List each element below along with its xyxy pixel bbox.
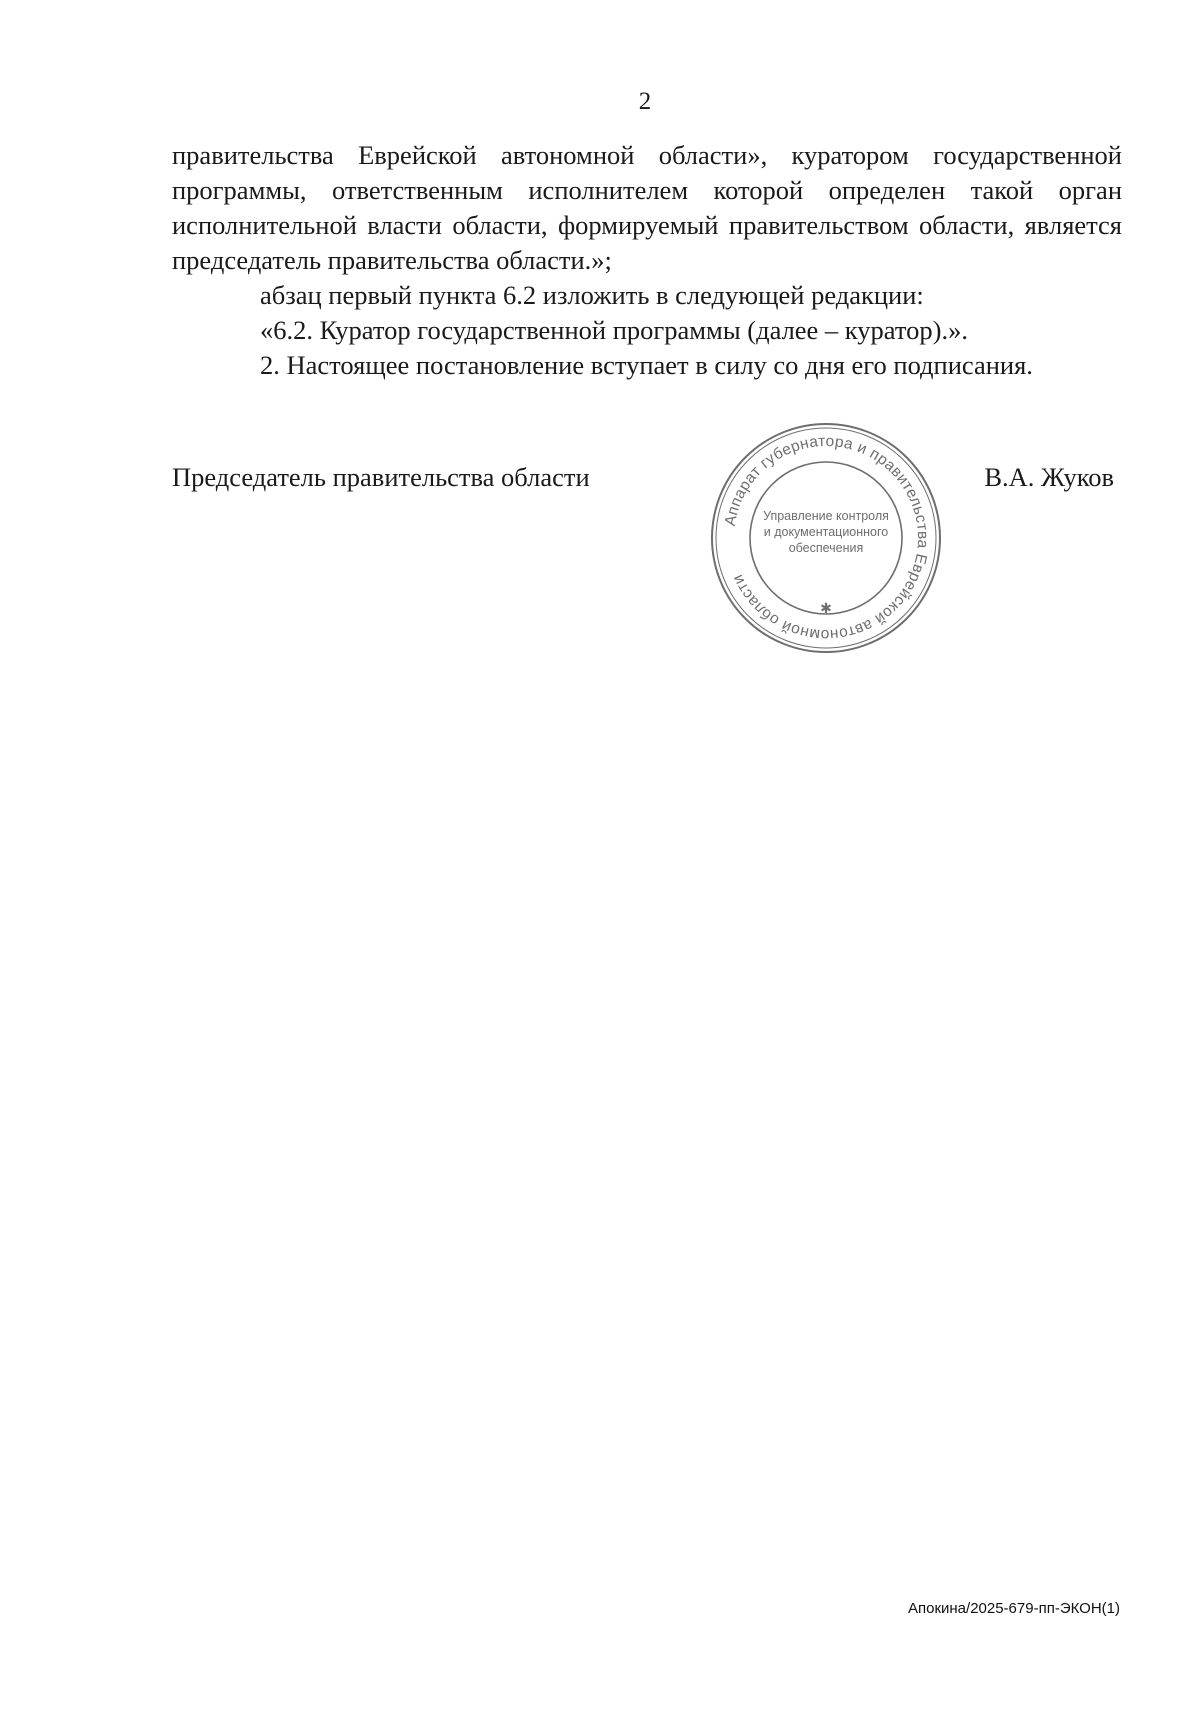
seal-star-icon: ✱	[820, 602, 832, 617]
signer-position: Председатель правительства области	[172, 462, 590, 492]
paragraph-effective-date: 2. Настоящее постановление вступает в силу со дня его подписания.	[260, 350, 1033, 380]
page-number: 2	[638, 88, 652, 115]
seal-inner-text: Управление контроля и документационного обеспечения	[763, 509, 889, 555]
signer-name: В.А. Жуков	[984, 462, 1114, 492]
paragraph-amendment-intro: абзац первый пункта 6.2 изложить в следующей редакции:	[260, 280, 924, 310]
document-body	[172, 138, 1122, 383]
seal-outer-text: Аппарат губернатора и правительства Еврейской автономной области	[721, 432, 932, 644]
seal-icon	[706, 418, 946, 658]
paragraph-continuation: правительства Еврейской автономной области», куратором государственной программы, ответственным исполнителем которой определен такой орган исполнительной власти области, формируемый правительством области, является председатель правительства области.»;	[172, 140, 1122, 275]
official-seal-stamp	[706, 418, 946, 658]
document-code: Апокина/2025-679-пп-ЭКОН(1)	[907, 1600, 1120, 1617]
paragraph-amendment-text: «6.2. Куратор государственной программы (далее – куратор).».	[260, 315, 968, 345]
